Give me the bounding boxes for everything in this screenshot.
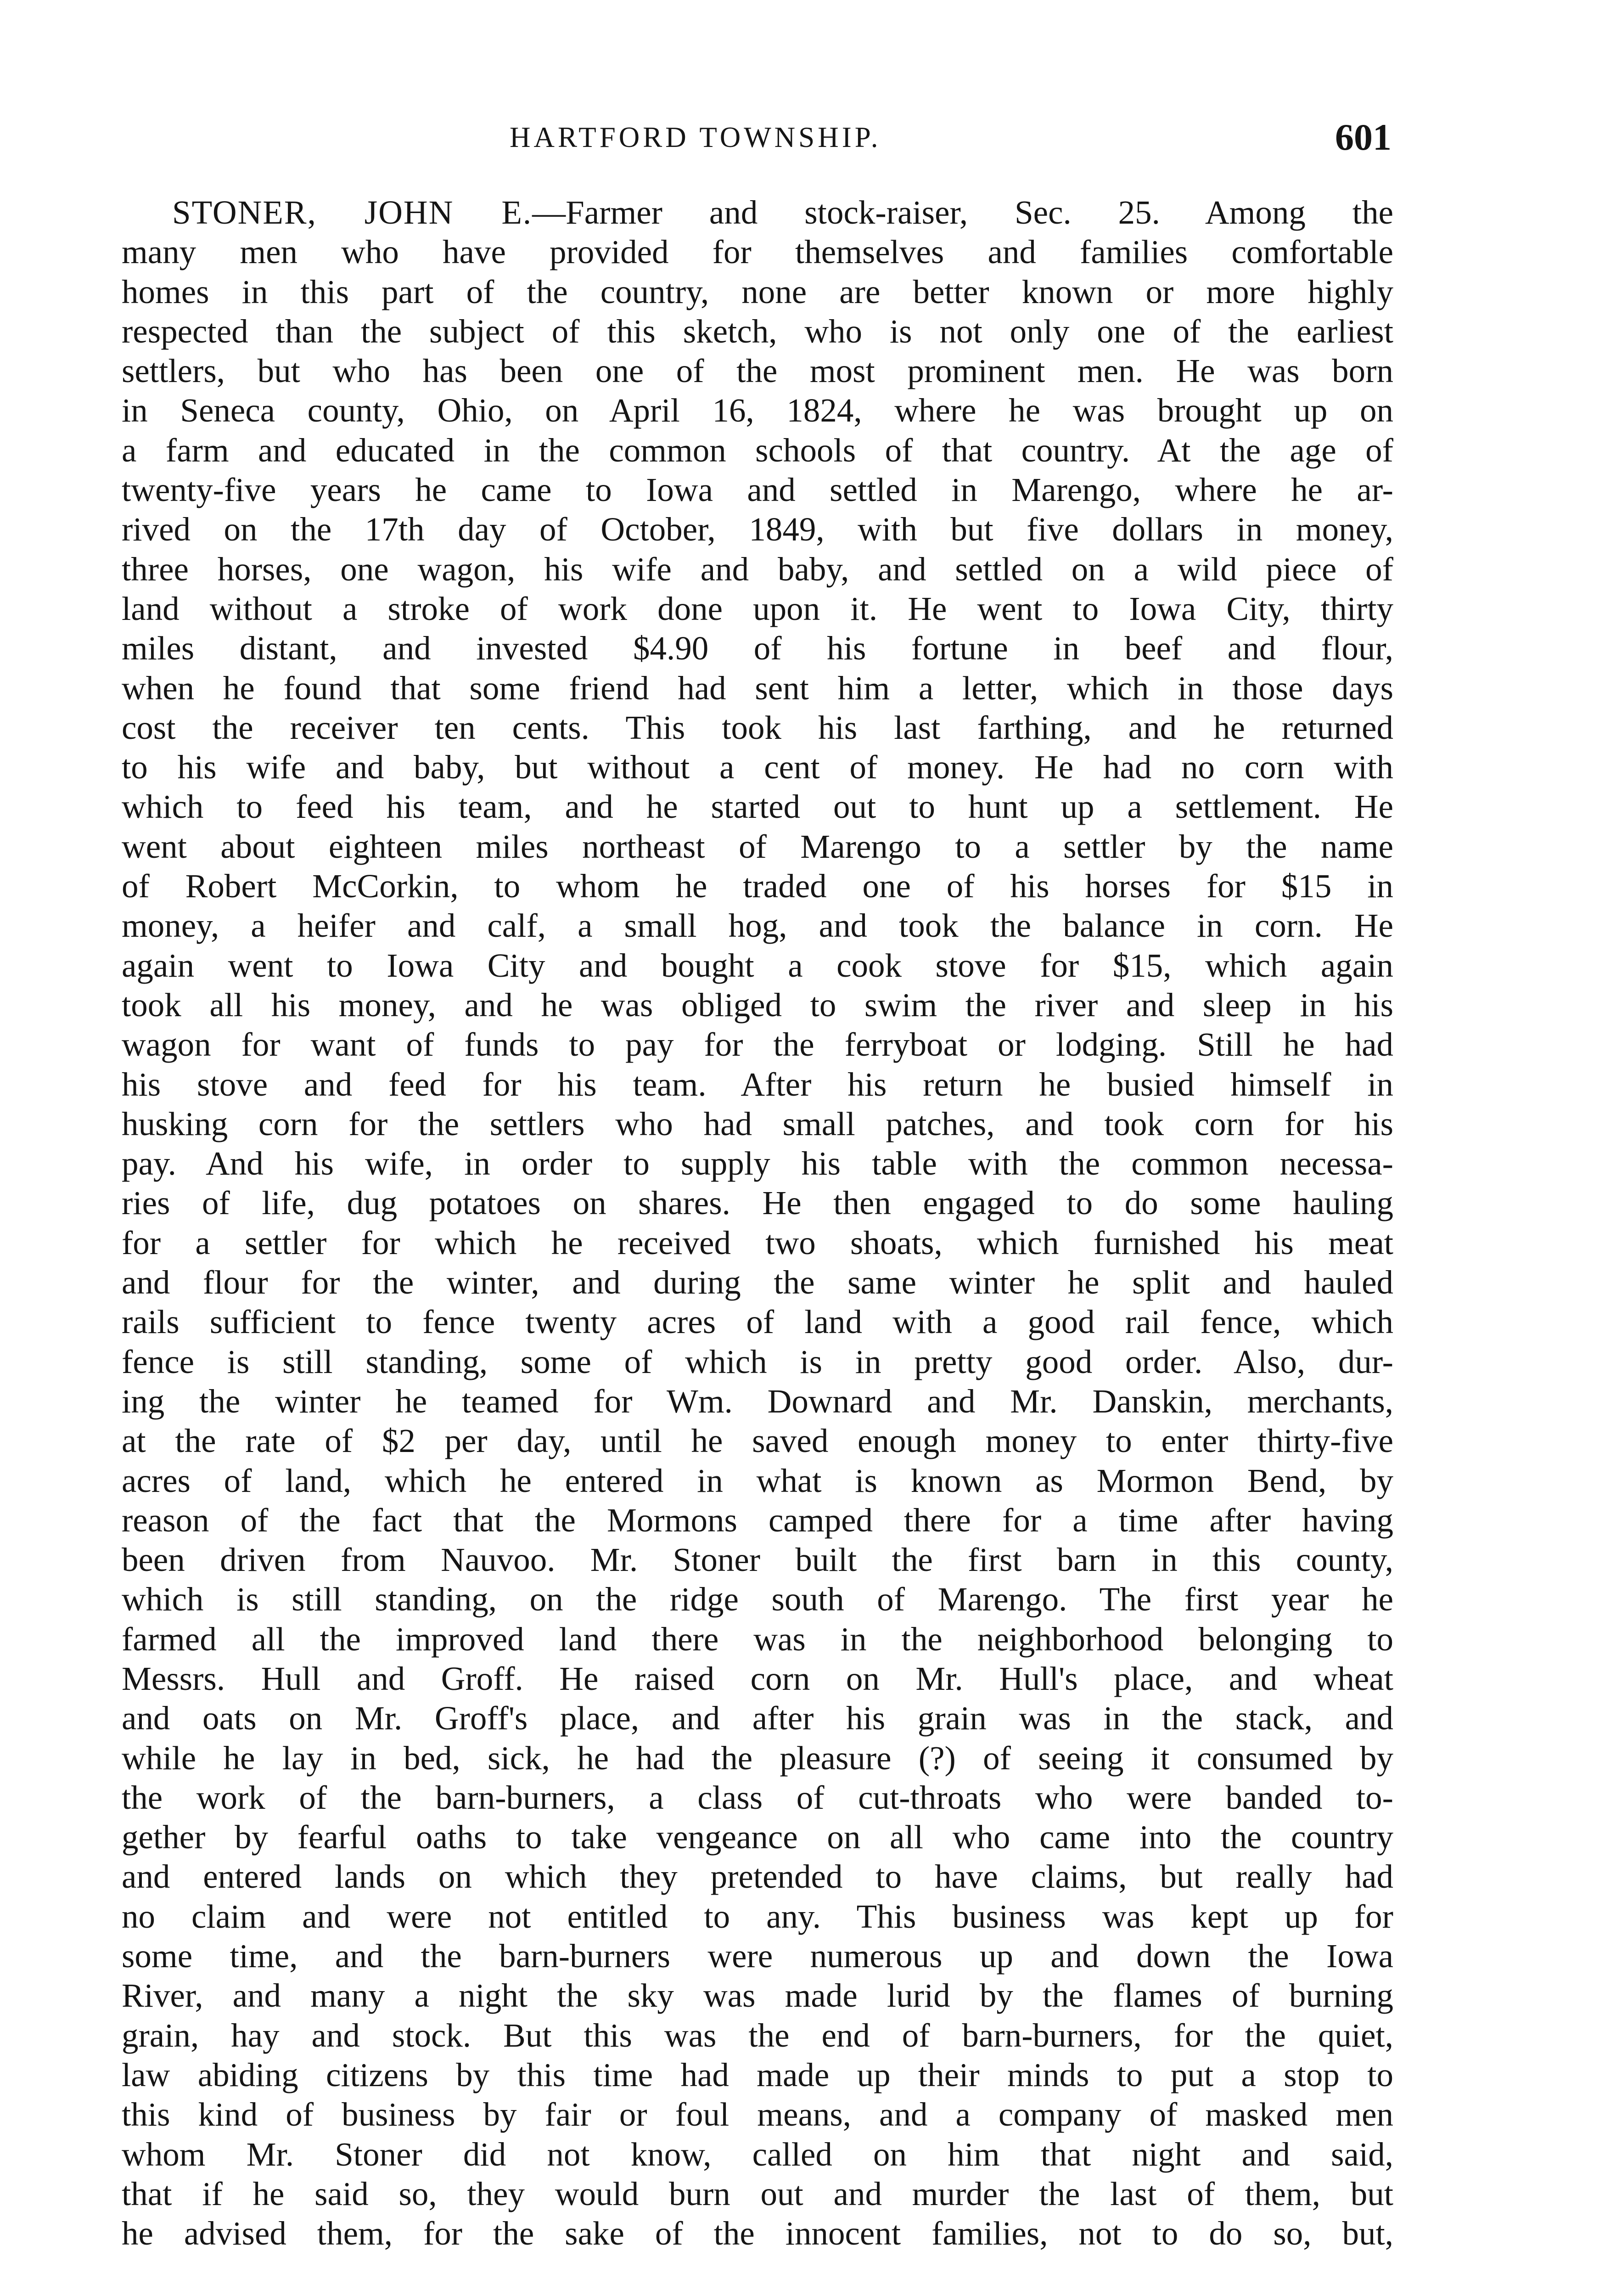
text-line: at the rate of $2 per day, until he saved enough money to enter thirty-five [122,1422,1393,1460]
text-line: and entered lands on which they pretended to have claims, but really had [122,1858,1393,1896]
text-line: husking corn for the settlers who had small patches, and took corn for his [122,1105,1393,1142]
text-line: whom Mr. Stoner did not know, called on him that night and said, [122,2135,1393,2173]
text-line: no claim and were not entitled to any. This business was kept up for [122,1897,1393,1935]
text-line: money, a heifer and calf, a small hog, and took the balance in corn. He [122,907,1393,945]
entry-name: STONER, JOHN E. [172,194,533,231]
text-line: law abiding citizens by this time had made up their minds to put a stop to [122,2056,1393,2093]
text-line: went about eighteen miles northeast of Marengo to a settler by the name [122,827,1393,865]
text-line: that if he said so, they would burn out and murder the last of them, but [122,2175,1393,2212]
running-head-title: HARTFORD TOWNSHIP. [510,121,881,153]
text-line: acres of land, which he entered in what is known as Mormon Bend, by [122,1462,1393,1499]
text-line: this kind of business by fair or foul means, and a company of masked men [122,2096,1393,2133]
text-line: ries of life, dug potatoes on shares. He then engaged to do some hauling [122,1184,1393,1222]
text-line: rived on the 17th day of October, 1849, with but five dollars in money, [122,511,1393,548]
text-line: ing the winter he teamed for Wm. Downard and Mr. Danskin, merchants, [122,1382,1393,1420]
biography-entry [122,193,1393,2253]
text-line: when he found that some friend had sent him a letter, which in those days [122,669,1393,707]
entry-lead-text: —Farmer and stock-raiser, Sec. 25. Among the [532,194,1393,231]
text-line: rails sufficient to fence twenty acres of land with a good rail fence, which [122,1303,1393,1341]
text-line: a farm and educated in the common schools of that country. At the age of [122,431,1393,469]
text-line: and oats on Mr. Groff's place, and after his grain was in the stack, and [122,1699,1393,1737]
text-line: in Seneca county, Ohio, on April 16, 1824, where he was brought up on [122,392,1393,429]
page-number: 601 [1335,116,1392,158]
text-line: wagon for want of funds to pay for the ferryboat or lodging. Still he had [122,1026,1393,1064]
text-line: the work of the barn-burners, a class of cut-throats who were banded to- [122,1778,1393,1816]
text-line: for a settler for which he received two shoats, which furnished his meat [122,1224,1393,1261]
text-line [122,193,1393,232]
text-line: grain, hay and stock. But this was the end of barn-burners, for the quiet, [122,2016,1393,2054]
text-line: River, and many a night the sky was made lurid by the flames of burning [122,1977,1393,2015]
text-line: settlers, but who has been one of the most prominent men. He was born [122,352,1393,390]
text-line: which to feed his team, and he started out to hunt up a settlement. He [122,788,1393,826]
text-line: land without a stroke of work done upon it. He went to Iowa City, thirty [122,590,1393,627]
text-line: respected than the subject of this sketch, who is not only one of the earliest [122,312,1393,350]
text-line: and flour for the winter, and during the same winter he split and hauled [122,1264,1393,1301]
text-line: twenty-five years he came to Iowa and settled in Marengo, where he ar- [122,471,1393,509]
text-line: homes in this part of the country, none are better known or more highly [122,273,1393,310]
text-line: three horses, one wagon, his wife and baby, and settled on a wild piece of [122,550,1393,588]
text-line: to his wife and baby, but without a cent of money. He had no corn with [122,748,1393,786]
text-line: reason of the fact that the Mormons camped there for a time after having [122,1501,1393,1539]
text-line: fence is still standing, some of which is in pretty good order. Also, dur- [122,1343,1393,1380]
text-line: took all his money, and he was obliged to swim the river and sleep in his [122,986,1393,1024]
text-line: which is still standing, on the ridge south of Marengo. The first year he [122,1581,1393,1618]
text-line: pay. And his wife, in order to supply his table with the common necessa- [122,1145,1393,1182]
text-line: Messrs. Hull and Groff. He raised corn on Mr. Hull's place, and wheat [122,1660,1393,1697]
text-line: some time, and the barn-burners were numerous up and down the Iowa [122,1937,1393,1975]
text-line: farmed all the improved land there was in the neighborhood belonging to [122,1620,1393,1658]
text-line: again went to Iowa City and bought a cook stove for $15, which again [122,946,1393,984]
text-line: he advised them, for the sake of the innocent families, not to do so, but, [122,2215,1393,2252]
text-line: his stove and feed for his team. After his return he busied himself in [122,1065,1393,1103]
text-line: gether by fearful oaths to take vengeance on all who came into the country [122,1818,1393,1856]
text-line: cost the receiver ten cents. This took his last farthing, and he returned [122,709,1393,746]
text-line: been driven from Nauvoo. Mr. Stoner built the first barn in this county, [122,1541,1393,1579]
text-line: of Robert McCorkin, to whom he traded one of his horses for $15 in [122,867,1393,905]
text-line: while he lay in bed, sick, he had the pleasure (?) of seeing it consumed by [122,1739,1393,1777]
text-line: many men who have provided for themselves and families comfortable [122,233,1393,271]
text-line: miles distant, and invested $4.90 of his fortune in beef and flour, [122,630,1393,667]
